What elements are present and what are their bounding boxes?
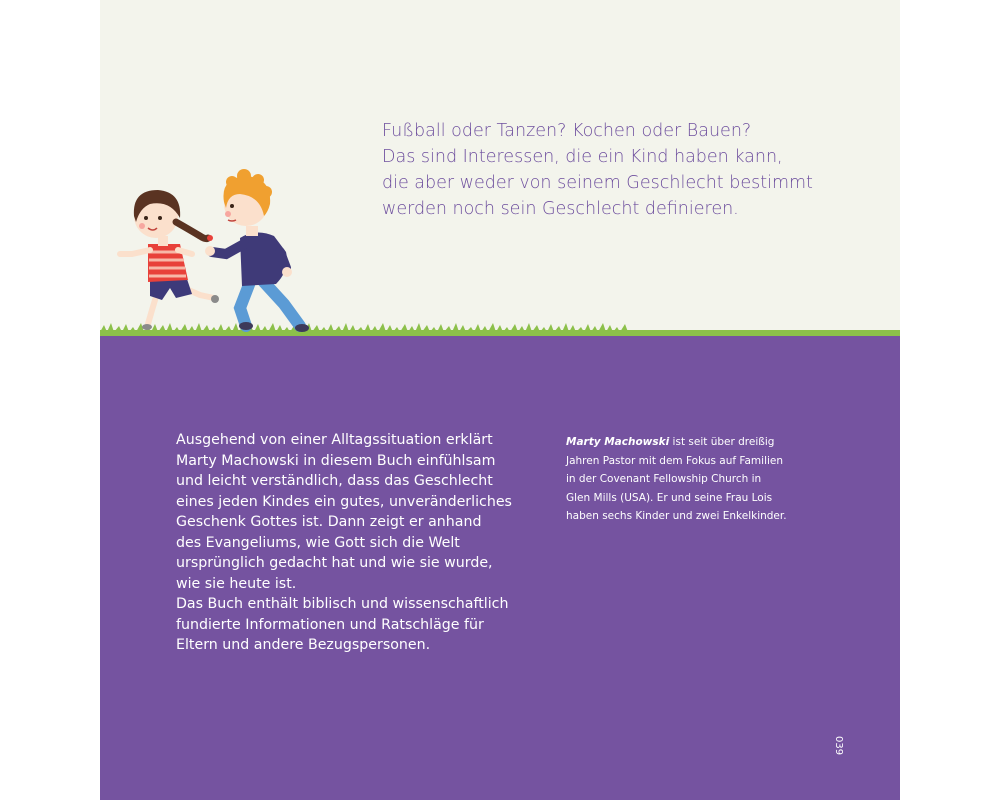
description-line: fundierte Informationen und Ratschläge für [176, 616, 484, 633]
quote-line: die aber weder von seinem Geschlecht bestimmt [382, 173, 813, 193]
description-line: ursprünglich gedacht hat und wie sie wurde, [176, 555, 493, 571]
bio-line-rest: ist seit über dreißig [669, 436, 775, 448]
boy-figure-icon [205, 169, 309, 332]
quote-line: werden noch sein Geschlecht definieren. [382, 199, 739, 219]
description-line: Das Buch enthält biblisch und wissenschaftlich [176, 596, 509, 612]
bio-line: Glen Mills (USA). Er und seine Frau Lois [566, 491, 773, 504]
girl-figure-icon [120, 190, 219, 330]
description-line: wie sie heute ist. [176, 575, 297, 592]
description-line: Eltern und andere Bezugspersonen. [176, 637, 431, 653]
bio-line: haben sechs Kinder und zwei Enkelkinder. [566, 510, 787, 523]
description-line: Ausgehend von einer Alltagssituation erklärt [176, 432, 493, 448]
book-page [100, 0, 900, 800]
description-line: eines jeden Kindes ein gutes, unveränderliches [176, 493, 512, 510]
author-name: Marty Machowski [566, 436, 670, 448]
bio-first-line [566, 433, 806, 452]
grass-strip-icon [100, 323, 900, 336]
description-line: und leicht verständlich, dass das Geschlecht [176, 473, 493, 489]
bio-line: Jahren Pastor mit dem Fokus auf Familien [566, 454, 784, 467]
description-line: des Evangeliums, wie Gott sich die Welt [176, 534, 460, 551]
quote-line: Fußball oder Tanzen? Kochen oder Bauen? [382, 121, 752, 141]
book-description [176, 430, 512, 656]
author-bio [566, 433, 806, 526]
quote-line: Das sind Interessen, die ein Kind haben kann, [382, 147, 783, 167]
description-line: Marty Machowski in diesem Buch einfühlsam [176, 452, 496, 469]
children-running-illustration [100, 160, 900, 342]
description-line: Geschenk Gottes ist. Dann zeigt er anhand [176, 514, 482, 530]
bio-line: in der Covenant Fellowship Church in [566, 473, 762, 486]
page-number: 039 [833, 736, 844, 756]
